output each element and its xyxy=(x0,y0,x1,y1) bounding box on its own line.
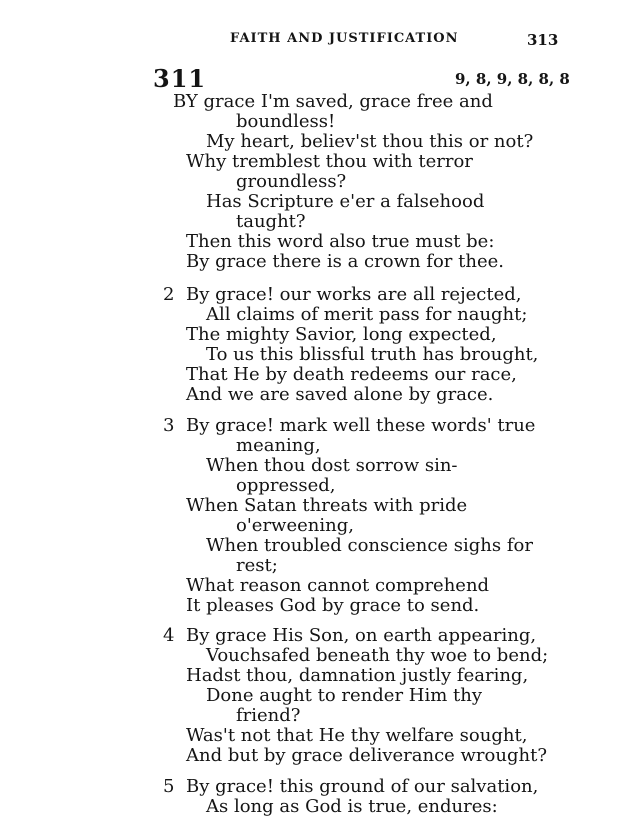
page-number: 313 xyxy=(527,31,559,49)
stanza-2-number: 2 xyxy=(163,284,175,305)
stanza-1-line-9: By grace there is a crown for thee. xyxy=(186,251,504,272)
stanza-3-line-4: oppressed, xyxy=(236,475,336,496)
stanza-3-line-1: By grace! mark well these words' true xyxy=(186,415,536,436)
stanza-5-line-1: By grace! this ground of our salvation, xyxy=(186,776,539,797)
stanza-1-line-2: boundless! xyxy=(236,111,336,132)
stanza-4-line-4: Done aught to render Him thy xyxy=(206,685,483,706)
hymn-number: 311 xyxy=(153,64,207,93)
stanza-1-line-4: Why tremblest thou with terror xyxy=(186,151,473,172)
stanza-2-line-5: That He by death redeems our race, xyxy=(186,364,517,385)
stanza-4-number: 4 xyxy=(163,625,175,646)
stanza-3-line-5: When Satan threats with pride xyxy=(186,495,468,516)
stanza-3-line-2: meaning, xyxy=(236,435,321,456)
stanza-4-line-1: By grace His Son, on earth appearing, xyxy=(186,625,537,646)
stanza-4-line-2: Vouchsafed beneath thy woe to bend; xyxy=(206,645,549,666)
stanza-1-line-6: Has Scripture e'er a falsehood xyxy=(206,191,485,212)
stanza-1-line-3: My heart, believ'st thou this or not? xyxy=(206,131,534,152)
stanza-5-line-2: As long as God is true, endures: xyxy=(206,796,498,817)
stanza-4-line-6: Was't not that He thy welfare sought, xyxy=(186,725,528,746)
stanza-1-line-5: groundless? xyxy=(236,171,347,192)
stanza-5-number: 5 xyxy=(163,776,175,797)
stanza-2-line-3: The mighty Savior, long expected, xyxy=(186,324,497,345)
stanza-3-number: 3 xyxy=(163,415,175,436)
stanza-2-line-1: By grace! our works are all rejected, xyxy=(186,284,522,305)
stanza-4-line-5: friend? xyxy=(236,705,301,726)
stanza-2-line-6: And we are saved alone by grace. xyxy=(186,384,494,405)
stanza-3-line-8: rest; xyxy=(236,555,278,576)
stanza-1-line-8: Then this word also true must be: xyxy=(186,231,495,252)
stanza-3-line-9: What reason cannot comprehend xyxy=(186,575,490,596)
stanza-3-line-10: It pleases God by grace to send. xyxy=(186,595,480,616)
hymn-meter: 9, 8, 9, 8, 8, 8 xyxy=(455,70,570,88)
stanza-3-line-3: When thou dost sorrow sin- xyxy=(206,455,458,476)
stanza-3-line-6: o'erweening, xyxy=(236,515,354,536)
running-title: FAITH AND JUSTIFICATION xyxy=(230,31,459,46)
stanza-1-line-1: BY grace I'm saved, grace free and xyxy=(173,91,493,112)
stanza-1-line-7: taught? xyxy=(236,211,306,232)
stanza-4-line-3: Hadst thou, damnation justly fearing, xyxy=(186,665,529,686)
stanza-3-line-7: When troubled conscience sighs for xyxy=(206,535,533,556)
stanza-4-line-7: And but by grace deliverance wrought? xyxy=(186,745,547,766)
stanza-2-line-4: To us this blissful truth has brought, xyxy=(206,344,539,365)
stanza-2-line-2: All claims of merit pass for naught; xyxy=(206,304,528,325)
